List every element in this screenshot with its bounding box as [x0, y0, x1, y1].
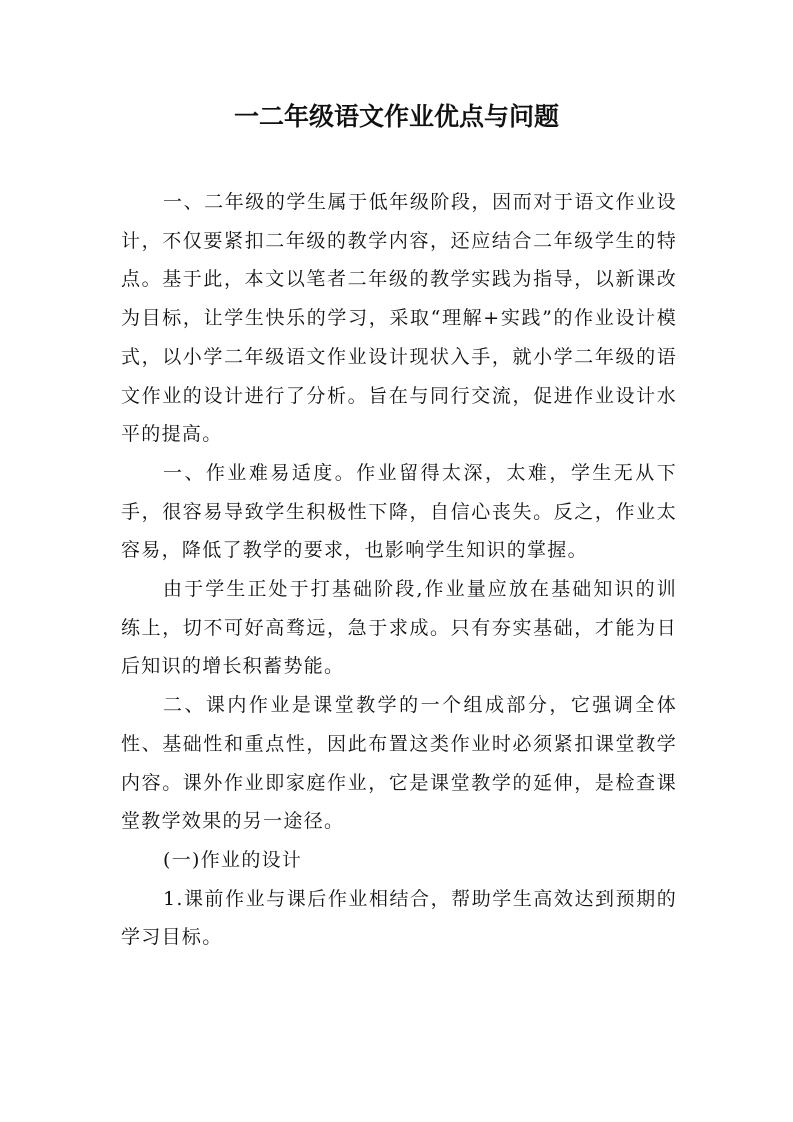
- intro-paragraph: 一、二年级的学生属于低年级阶段，因而对于语文作业设计，不仅要紧扣二年级的教学内容，还应结合二年级学生的特点。基于此，本文以笔者二年级的教学实践为指导，以新课改为目标，让学生快乐的学习，采取“理解+实践”的作业设计模式，以小学二年级语文作业设计现状入手，就小学二年级的语文作业的设计进行了分析。旨在与同行交流，促进作业设计水平的提高。: [121, 191, 677, 446]
- section-heading: (一)作业的设计: [163, 848, 303, 871]
- classwork-paragraph: 二、课内作业是课堂教学的一个组成部分，它强调全体性、基础性和重点性，因此布置这类作业时必须紧扣课堂教学内容。课外作业即家庭作业，它是课堂教学的延伸，是检查课堂教学效果的另一途径。: [121, 694, 677, 833]
- foundation-paragraph: 由于学生正处于打基础阶段,作业量应放在基础知识的训练上，切不可好高骛远，急于求成。只有夯实基础，才能为日后知识的增长积蓄势能。: [121, 578, 677, 678]
- difficulty-paragraph: 一、作业难易适度。作业留得太深，太难，学生无从下手，很容易导致学生积极性下降，自信心丧失。反之，作业太容易，降低了教学的要求，也影响学生知识的掌握。: [121, 461, 677, 562]
- numbered-paragraph: 1.课前作业与课后作业相结合，帮助学生高效达到预期的学习目标。: [121, 887, 677, 949]
- document-body: [121, 183, 677, 957]
- document-title: 一二年级语文作业优点与问题: [233, 102, 559, 131]
